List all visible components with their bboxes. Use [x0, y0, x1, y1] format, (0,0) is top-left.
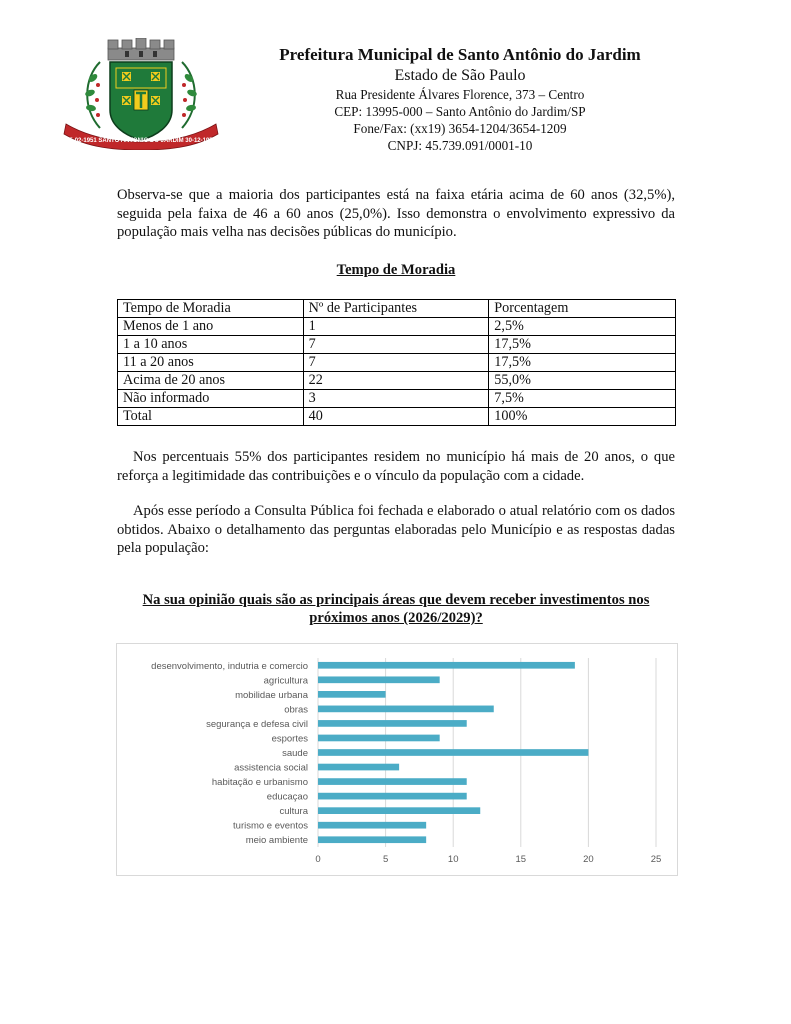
bar [318, 662, 575, 669]
category-label: turismo e eventos [233, 820, 308, 832]
bar [318, 807, 480, 814]
letterhead-state: Estado de São Paulo [394, 67, 526, 84]
x-tick-label: 10 [447, 854, 459, 865]
category-label: saude [282, 748, 308, 759]
bar [318, 735, 440, 742]
bar [318, 749, 588, 756]
category-label: educaçao [266, 791, 308, 803]
coat-of-arms-icon [60, 38, 222, 150]
x-tick-label: 15 [515, 854, 527, 865]
category-label: obras [284, 704, 308, 716]
table-row [118, 336, 676, 354]
x-tick-label: 0 [315, 854, 321, 865]
bar [318, 691, 386, 698]
investment-areas-chart [116, 643, 678, 876]
letterhead-title: Prefeitura Municipal de Santo Antônio do Jardim [279, 45, 641, 64]
paragraph-residence-summary: Nos percentuais 55% dos participantes residem no município há mais de 20 anos, o que reforça a legitimidade das contribuições e o vínculo da população com a cidade. [117, 449, 675, 484]
table-header-cell: Porcentagem [489, 300, 676, 318]
chart-title: Na sua opinião quais são as principais áreas que devem receber investimentos nos próximos anos (2026/2029)? [142, 592, 650, 626]
table-header-row [118, 300, 676, 318]
table-title: Tempo de Moradia [336, 262, 456, 278]
bar [318, 706, 494, 713]
letterhead-phone: Fone/Fax: (xx19) 3654-1204/3654-1209 [353, 121, 567, 136]
table-cell: 3 [303, 390, 489, 408]
table-cell: 1 [303, 318, 489, 336]
category-label: habitação e urbanismo [211, 777, 308, 789]
letterhead-cnpj: CNPJ: 45.739.091/0001-10 [387, 138, 533, 153]
category-label: agricultura [263, 675, 308, 687]
category-label: meio ambiente [245, 835, 308, 847]
bar [318, 764, 399, 771]
bar [318, 676, 440, 683]
residence-time-table [117, 299, 676, 426]
category-label: desenvolvimento, indutria e comercio [151, 660, 308, 672]
paragraph-age-summary: Observa-se que a maioria dos participantes está na faixa etária acima de 60 anos (32,5%), seguida pela faixa de 46 a 60 anos (25,0%). Isso demonstra o envolvimento expressivo da população mais velha nas decisões públicas do município. [117, 187, 675, 240]
table-cell: 22 [303, 372, 489, 390]
letterhead [250, 44, 670, 154]
table-cell: 7,5% [489, 390, 676, 408]
table-header-cell: Nº de Participantes [303, 300, 489, 318]
table-row [118, 372, 676, 390]
table-row [118, 318, 676, 336]
chart-canvas [117, 644, 677, 875]
bar [318, 836, 426, 843]
table-row [118, 354, 676, 372]
table-cell: Acima de 20 anos [118, 372, 304, 390]
table-cell: 17,5% [489, 354, 676, 372]
x-tick-label: 5 [382, 854, 389, 865]
table-cell: 7 [303, 354, 489, 372]
svg-text:25-02-1951 SANTO ANTONIO DO J: 25-02-1951 SANTO ANTONIO DO JARDIM 30-12-1953 [66, 138, 216, 144]
table-cell: Total [118, 408, 304, 426]
category-label: mobilidae urbana [235, 689, 308, 701]
bar [318, 793, 467, 800]
paragraph-consultation-note: Após esse período a Consulta Pública foi fechada e elaborado o atual relatório com os dados obtidos. Abaixo o detalhamento das perguntas elaboradas pelo Município e as respostas dadas pela população: [117, 503, 675, 556]
table-cell: 17,5% [489, 336, 676, 354]
x-tick-label: 25 [650, 854, 662, 865]
table-header-cell: Tempo de Moradia [118, 300, 304, 318]
bar [318, 778, 467, 785]
category-label: esportes [271, 733, 308, 745]
category-label: segurança e defesa civil [206, 718, 308, 730]
category-label: assistencia social [234, 762, 308, 774]
bar [318, 720, 467, 727]
table-cell: 11 a 20 anos [118, 354, 304, 372]
letterhead-cep: CEP: 13995-000 – Santo Antônio do Jardim/SP [334, 104, 586, 119]
table-cell: 2,5% [489, 318, 676, 336]
table-row [118, 390, 676, 408]
table-cell: Menos de 1 ano [118, 318, 304, 336]
table-cell: 7 [303, 336, 489, 354]
table-cell: 55,0% [489, 372, 676, 390]
table-cell: 100% [489, 408, 676, 426]
category-label: cultura [279, 806, 308, 818]
table-cell: 1 a 10 anos [118, 336, 304, 354]
letterhead-address: Rua Presidente Álvares Florence, 373 – Centro [335, 87, 585, 102]
bar [318, 822, 426, 829]
table-cell: 40 [303, 408, 489, 426]
table-cell: Não informado [118, 390, 304, 408]
x-tick-label: 20 [583, 854, 594, 865]
table-total-row [118, 408, 676, 426]
